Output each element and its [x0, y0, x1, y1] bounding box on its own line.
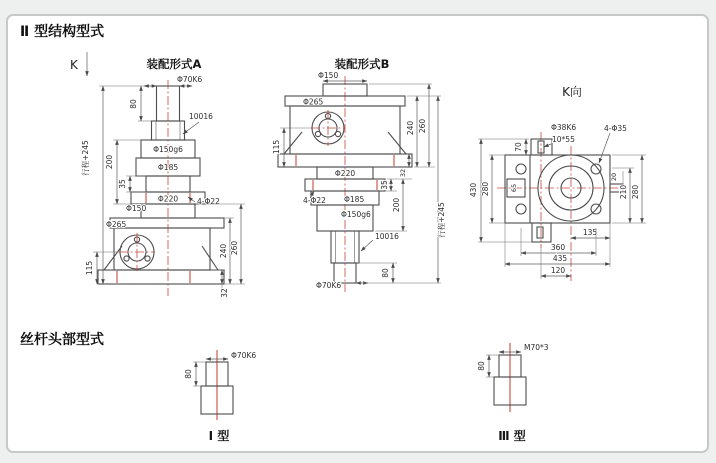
- type-iii-label: Ⅲ 型: [498, 429, 526, 443]
- dim-k-120: 120: [550, 266, 566, 275]
- dim-type3-80: 80: [477, 361, 486, 371]
- k-mark-label: K: [70, 58, 78, 72]
- dim-b-240: 240: [406, 120, 415, 136]
- dim-k-280-right: 280: [631, 184, 640, 200]
- dim-a-35: 35: [118, 179, 127, 189]
- dim-a-phi185: Φ185: [157, 163, 179, 172]
- view-b-title: 装配形式B: [334, 57, 390, 71]
- dim-b-screw: 10016: [375, 232, 399, 241]
- dim-a-phi150g6: Φ150g6: [153, 145, 183, 154]
- dim-b-phi150: Φ150: [318, 71, 339, 80]
- view-k-title: K向: [562, 85, 582, 99]
- dim-a-260: 260: [230, 240, 239, 256]
- dim-type1-80: 80: [184, 369, 193, 379]
- dim-k-135: 135: [582, 228, 598, 237]
- dim-b-115: 115: [272, 139, 281, 155]
- section-title-structure: Ⅱ 型结构型式: [20, 24, 105, 40]
- dim-b-80: 80: [381, 268, 390, 278]
- dim-k-4xphi35: 4-Φ35: [604, 124, 627, 133]
- dim-k-70: 70: [514, 142, 523, 152]
- dim-k-435: 435: [552, 254, 568, 263]
- dim-a-80: 80: [129, 99, 138, 109]
- dim-b-phi150g6: Φ150g6: [341, 210, 371, 219]
- dim-a-stroke: 行程+245: [81, 140, 90, 176]
- dim-type1-phi70k6: Φ70K6: [231, 351, 257, 360]
- dim-a-screw: 10016: [189, 112, 213, 121]
- dim-a-200: 200: [105, 154, 114, 170]
- dim-a-32: 32: [220, 288, 229, 298]
- dim-k-key: 10*55: [552, 135, 575, 144]
- dim-b-260: 260: [418, 118, 427, 134]
- dim-a-115: 115: [85, 260, 94, 276]
- dim-k-phi38k6: Φ38K6: [551, 123, 577, 132]
- dim-k-430: 430: [469, 182, 478, 198]
- dim-b-200: 200: [392, 197, 401, 213]
- dim-b-35: 35: [380, 180, 389, 190]
- dim-k-280-left: 280: [481, 181, 490, 197]
- dim-type3-m70x3: M70*3: [524, 343, 549, 352]
- dim-b-phi220: Φ220: [334, 169, 356, 178]
- dim-b-phi70k6: Φ70K6: [316, 281, 342, 290]
- dim-k-65: 65: [510, 183, 518, 193]
- dim-a-phi265: Φ265: [106, 220, 127, 229]
- section-title-screw-head: 丝杆头部型式: [20, 332, 104, 348]
- dim-k-360: 360: [550, 243, 566, 252]
- type-i-label: Ⅰ 型: [208, 429, 230, 443]
- dim-b-4xphi22: 4-Φ22: [303, 196, 326, 205]
- dim-k-20: 20: [610, 172, 618, 182]
- dim-a-phi220: Φ220: [157, 194, 179, 204]
- dim-b-stroke: 行程+245: [437, 202, 446, 238]
- dim-b-32: 32: [399, 168, 407, 178]
- dim-a-phi70k6: Φ70K6: [177, 75, 203, 84]
- dim-k-210: 210: [619, 184, 628, 200]
- dim-a-4xphi22: 4-Φ22: [197, 197, 220, 206]
- dim-b-phi185: Φ185: [344, 195, 365, 204]
- dim-a-240: 240: [219, 243, 228, 259]
- dim-a-phi150: Φ150: [126, 204, 147, 213]
- view-a-title: 装配形式A: [146, 57, 202, 71]
- dim-b-phi265: Φ265: [303, 97, 324, 107]
- page-border: [7, 15, 708, 452]
